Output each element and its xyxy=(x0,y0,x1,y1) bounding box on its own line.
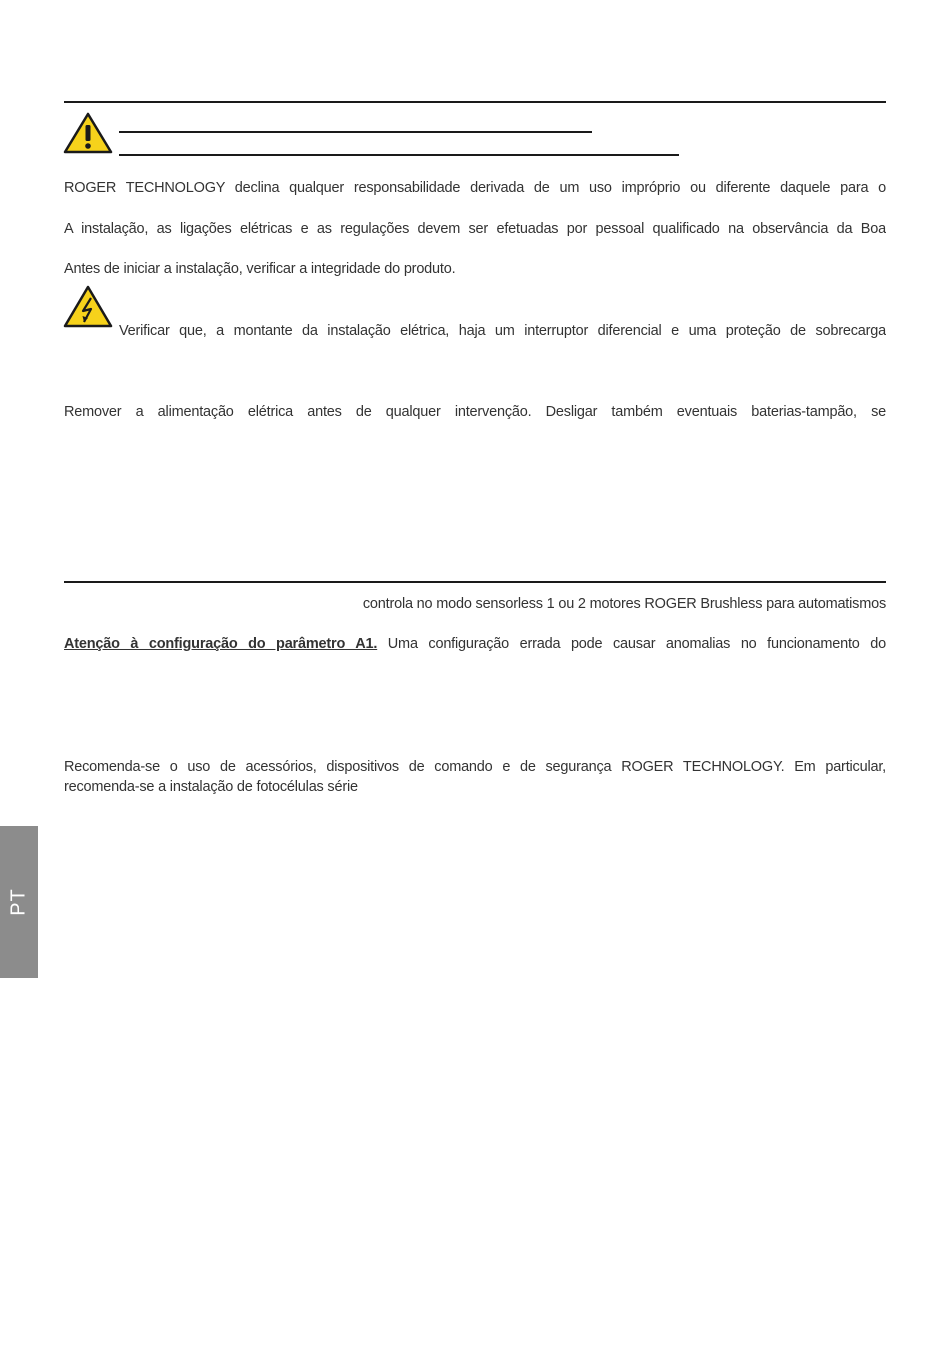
section-divider-top xyxy=(64,101,886,103)
language-label: PT xyxy=(7,888,30,916)
paragraph-accessories-line2: recomenda-se a instalação de fotocélulas série xyxy=(64,779,358,795)
paragraph-power: Remover a alimentação elétrica antes de qualquer intervenção. Desligar também eventuais baterias-tampão, se xyxy=(64,404,886,420)
warning-icon xyxy=(63,112,113,154)
attention-parameter-a1: Atenção à configuração do parâmetro A1. xyxy=(64,636,378,652)
heading-underline-2 xyxy=(119,154,679,156)
paragraph-integrity: Antes de iniciar a instalação, verificar a integridade do produto. xyxy=(64,261,456,277)
section-divider-middle xyxy=(64,581,886,583)
paragraph-installation: A instalação, as ligações elétricas e as regulações devem ser efetuadas por pessoal qualificado na observância da Boa xyxy=(64,221,886,237)
paragraph-attention xyxy=(64,634,886,654)
paragraph-breaker: Verificar que, a montante da instalação elétrica, haja um interruptor diferencial e uma proteção de sobrecarga xyxy=(119,323,886,339)
heading-underline-1 xyxy=(119,131,592,133)
attention-text: Uma configuração errada pode causar anomalias no funcionamento do xyxy=(377,636,886,652)
paragraph-disclaimer: ROGER TECHNOLOGY declina qualquer responsabilidade derivada de um uso impróprio ou diferente daquele para o xyxy=(64,180,886,196)
language-side-tab xyxy=(0,826,38,978)
paragraph-controls: controla no modo sensorless 1 ou 2 motores ROGER Brushless para automatismos xyxy=(362,596,886,612)
electric-hazard-icon xyxy=(63,285,113,329)
paragraph-accessories-line1: Recomenda-se o uso de acessórios, dispositivos de comando e de segurança ROGER TECHNOLOGY. Em particular, xyxy=(64,759,886,775)
